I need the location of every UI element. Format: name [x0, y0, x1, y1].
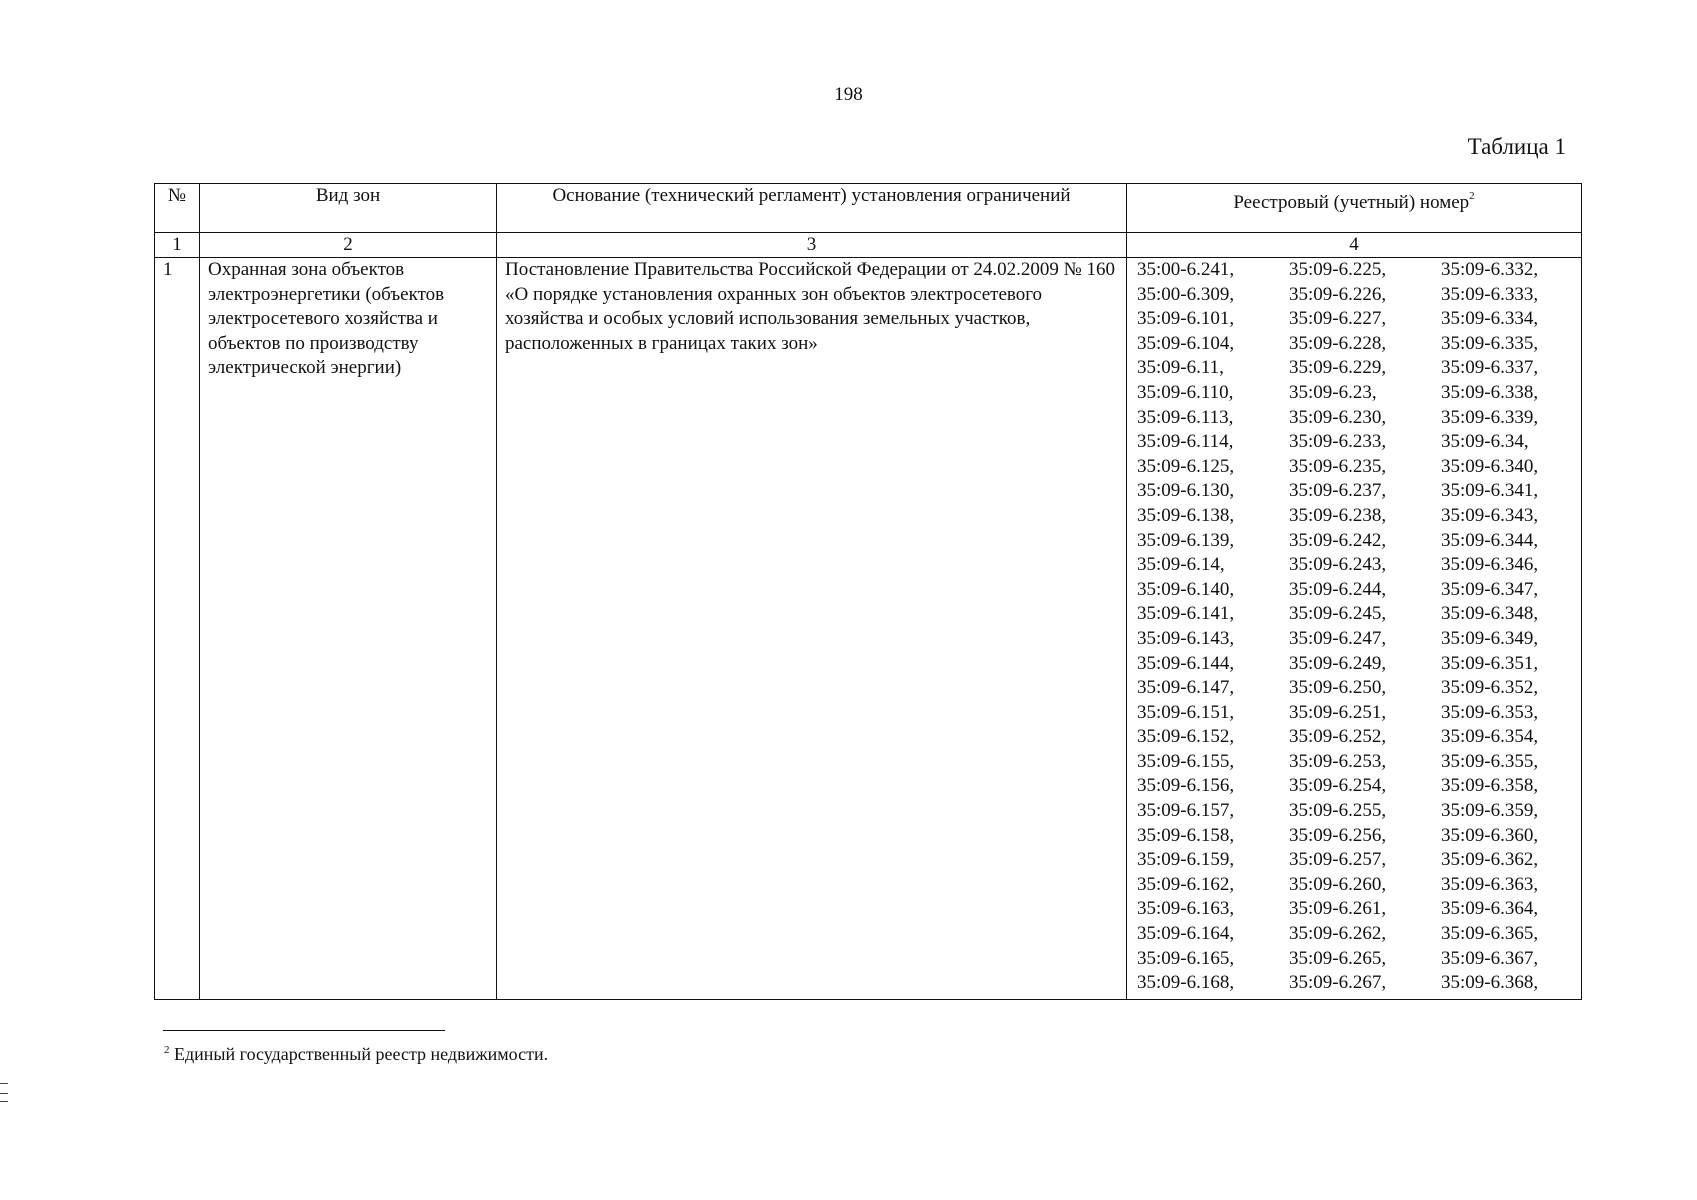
registry-number: 35:09-6.104, [1137, 332, 1235, 354]
registry-number: 35:09-6.162, [1137, 873, 1235, 895]
registry-number: 35:09-6.242, [1289, 529, 1387, 551]
registry-number: 35:09-6.353, [1441, 701, 1539, 723]
registry-number: 35:09-6.347, [1441, 578, 1539, 600]
table-row [155, 258, 1582, 1000]
column-number: 3 [497, 233, 1127, 258]
registry-number: 35:09-6.335, [1441, 332, 1539, 354]
registry-number: 35:09-6.346, [1441, 554, 1539, 576]
registry-number: 35:09-6.332, [1441, 259, 1539, 280]
registry-number: 35:09-6.358, [1441, 775, 1539, 797]
registry-number: 35:09-6.354, [1441, 726, 1539, 748]
registry-number: 35:09-6.260, [1289, 873, 1387, 895]
footnote-divider [163, 1030, 445, 1031]
registry-number: 35:09-6.139, [1137, 529, 1235, 551]
registry-number: 35:09-6.238, [1289, 504, 1387, 526]
header-no: № [155, 184, 200, 233]
registry-number: 35:09-6.362, [1441, 849, 1539, 871]
zone-kind: Охранная зона объектов электроэнергетики (объектов электросетевого хозяйства и объектов по производству электрической энергии) [200, 258, 497, 1000]
registry-number: 35:09-6.352, [1441, 677, 1539, 699]
header-registry-label: Реестровый (учетный) номер [1233, 192, 1470, 213]
registry-number: 35:09-6.144, [1137, 652, 1235, 674]
registry-number: 35:09-6.158, [1137, 824, 1235, 846]
registry-number: 35:09-6.340, [1441, 455, 1539, 477]
registry-number: 35:09-6.252, [1289, 726, 1387, 748]
registry-number: 35:09-6.23, [1289, 381, 1377, 403]
row-number: 1 [155, 258, 200, 1000]
registry-number: 35:09-6.14, [1137, 554, 1225, 576]
footnote-ref: 2 [1469, 190, 1475, 202]
registry-number: 35:09-6.243, [1289, 554, 1387, 576]
registry-number: 35:09-6.156, [1137, 775, 1235, 797]
footnote [164, 1044, 548, 1065]
registry-number: 35:09-6.257, [1289, 849, 1387, 871]
registry-number: 35:09-6.225, [1289, 259, 1387, 280]
registry-number: 35:09-6.101, [1137, 308, 1235, 330]
registry-number: 35:09-6.230, [1289, 406, 1387, 428]
registry-number: 35:09-6.265, [1289, 947, 1387, 969]
registry-number: 35:09-6.113, [1137, 406, 1234, 428]
registry-number: 35:09-6.140, [1137, 578, 1235, 600]
registry-number: 35:09-6.253, [1289, 750, 1387, 772]
registry-number: 35:09-6.159, [1137, 849, 1235, 871]
registry-number: 35:09-6.365, [1441, 923, 1539, 945]
basis-text: Постановление Правительства Российской Федерации от 24.02.2009 № 160 «О порядке установления охранных зон объектов электросетевого хозяйства и особых условий использования земельных участков, расположенных в границах таких зон» [497, 258, 1127, 1000]
registry-number: 35:09-6.157, [1137, 800, 1235, 822]
header-kind: Вид зон [200, 184, 497, 233]
registry-number: 35:09-6.359, [1441, 800, 1539, 822]
registry-number: 35:09-6.227, [1289, 308, 1387, 330]
registry-number: 35:09-6.151, [1137, 701, 1235, 723]
registry-number: 35:09-6.368, [1441, 972, 1539, 994]
footnote-marker: 2 [164, 1044, 170, 1056]
footnote-text: Единый государственный реестр недвижимости. [174, 1044, 549, 1064]
table-caption: Таблица 1 [1467, 134, 1566, 159]
registry-number: 35:09-6.349, [1441, 627, 1539, 649]
column-number: 1 [155, 233, 200, 258]
column-number: 4 [1127, 233, 1582, 258]
registry-number: 35:09-6.337, [1441, 357, 1539, 379]
registry-number: 35:09-6.141, [1137, 603, 1235, 625]
registry-number: 35:09-6.341, [1441, 480, 1539, 502]
registry-number: 35:09-6.114, [1137, 431, 1234, 453]
registry-number: 35:09-6.164, [1137, 923, 1235, 945]
column-number: 2 [200, 233, 497, 258]
column-number-row [155, 233, 1582, 258]
registry-number: 35:09-6.229, [1289, 357, 1387, 379]
registry-number: 35:09-6.251, [1289, 701, 1387, 723]
registry-number: 35:09-6.338, [1441, 381, 1539, 403]
registry-number: 35:09-6.363, [1441, 873, 1539, 895]
page-number: 198 [834, 84, 863, 105]
registry-number: 35:09-6.233, [1289, 431, 1387, 453]
registry-number: 35:09-6.130, [1137, 480, 1235, 502]
registry-number: 35:09-6.250, [1289, 677, 1387, 699]
registry-number: 35:09-6.244, [1289, 578, 1387, 600]
scan-edge-mark [0, 1083, 8, 1084]
registry-table [154, 183, 1582, 1000]
registry-number: 35:09-6.344, [1441, 529, 1539, 551]
registry-number: 35:09-6.256, [1289, 824, 1387, 846]
registry-number: 35:09-6.355, [1441, 750, 1539, 772]
registry-number: 35:09-6.34, [1441, 431, 1529, 453]
registry-number: 35:09-6.228, [1289, 332, 1387, 354]
registry-number: 35:09-6.247, [1289, 627, 1387, 649]
table-header-row [155, 184, 1582, 233]
registry-number: 35:09-6.110, [1137, 381, 1234, 403]
registry-number: 35:09-6.343, [1441, 504, 1539, 526]
registry-number: 35:09-6.168, [1137, 972, 1235, 994]
registry-number: 35:09-6.152, [1137, 726, 1235, 748]
registry-number: 35:09-6.255, [1289, 800, 1387, 822]
registry-number: 35:09-6.163, [1137, 898, 1235, 920]
registry-number: 35:09-6.267, [1289, 972, 1387, 994]
registry-number: 35:09-6.155, [1137, 750, 1235, 772]
registry-number: 35:09-6.237, [1289, 480, 1387, 502]
registry-number: 35:09-6.367, [1441, 947, 1539, 969]
registry-number: 35:09-6.235, [1289, 455, 1387, 477]
registry-number: 35:09-6.261, [1289, 898, 1387, 920]
registry-number: 35:09-6.348, [1441, 603, 1539, 625]
registry-number: 35:09-6.226, [1289, 283, 1387, 305]
registry-number: 35:00-6.241, [1137, 259, 1235, 280]
registry-number: 35:09-6.254, [1289, 775, 1387, 797]
registry-number: 35:09-6.147, [1137, 677, 1235, 699]
registry-numbers-list [1137, 258, 1573, 996]
registry-number: 35:09-6.333, [1441, 283, 1539, 305]
scan-edge-mark [0, 1101, 8, 1102]
header-registry [1127, 184, 1582, 233]
registry-number: 35:09-6.360, [1441, 824, 1539, 846]
registry-number: 35:09-6.262, [1289, 923, 1387, 945]
registry-number: 35:09-6.165, [1137, 947, 1235, 969]
registry-number: 35:09-6.364, [1441, 898, 1539, 920]
scan-edge-mark [0, 1093, 8, 1094]
registry-numbers-cell [1127, 258, 1582, 1000]
registry-number: 35:09-6.339, [1441, 406, 1539, 428]
registry-number: 35:09-6.125, [1137, 455, 1235, 477]
registry-number: 35:09-6.334, [1441, 308, 1539, 330]
registry-number: 35:00-6.309, [1137, 283, 1235, 305]
registry-number: 35:09-6.11, [1137, 357, 1224, 379]
registry-number: 35:09-6.138, [1137, 504, 1235, 526]
header-basis: Основание (технический регламент) установления ограничений [497, 184, 1127, 233]
registry-number: 35:09-6.245, [1289, 603, 1387, 625]
registry-number: 35:09-6.143, [1137, 627, 1235, 649]
registry-number: 35:09-6.351, [1441, 652, 1539, 674]
registry-number: 35:09-6.249, [1289, 652, 1387, 674]
